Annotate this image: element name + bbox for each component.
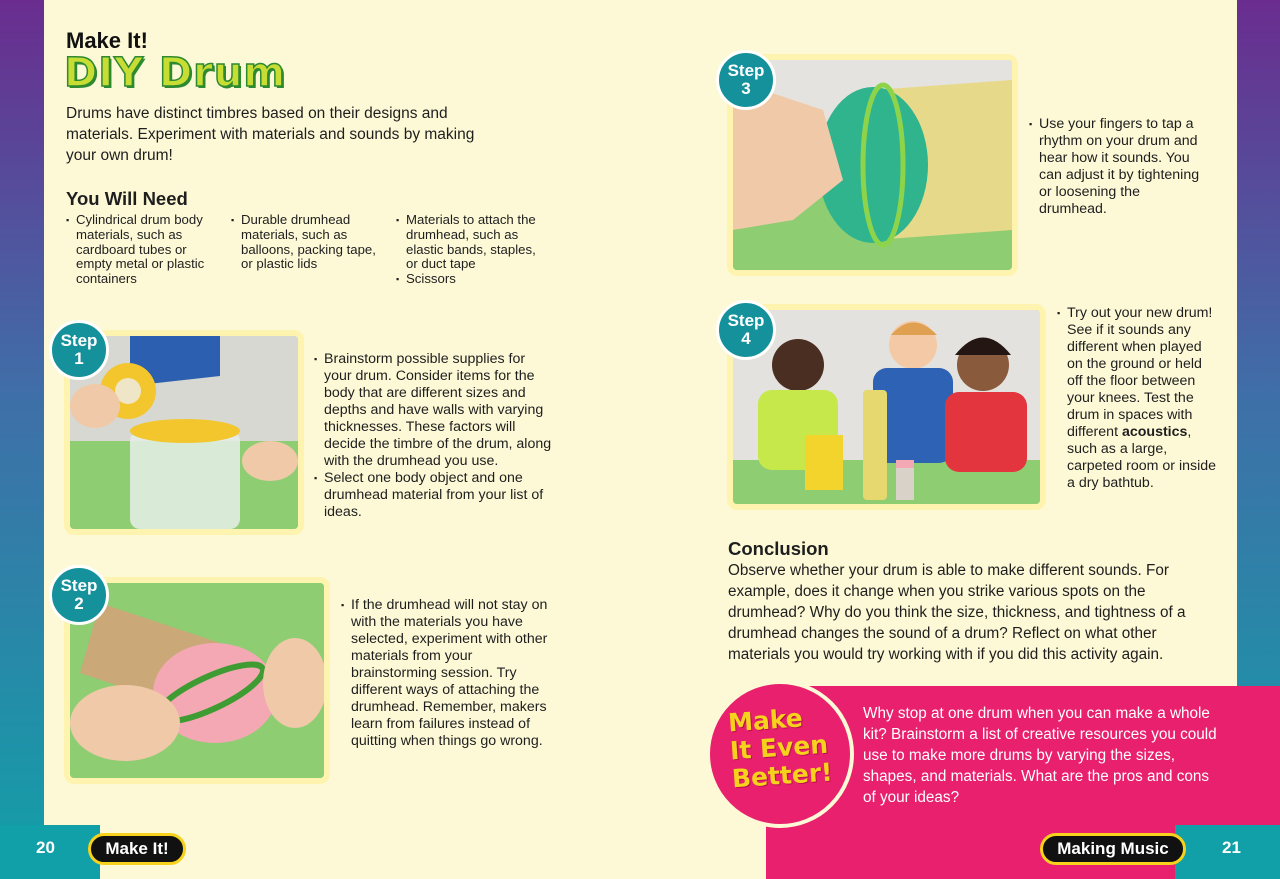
even-better-title [727,703,833,794]
step-4-badge [716,300,776,360]
step-number: 2 [74,594,84,613]
list-item: ▪ Cylindrical drum body materials, such as cardboard tubes or empty metal or plastic containers [66,213,216,287]
supplies-list-2 [231,213,391,272]
step-label: Step [60,331,98,350]
step-1-badge [49,320,109,380]
right-section-pill: Making Music [1040,833,1186,865]
step-3-instructions [1029,116,1209,218]
step-number: 3 [741,79,751,98]
step-2-instructions [341,597,556,750]
list-item: ▪ Durable drumhead materials, such as balloons, packing tape, or plastic lids [231,213,391,272]
list-item: ▪ Select one body object and one drumhead material from your list of ideas. [314,470,554,521]
tapping-drum-illustration [733,60,1012,270]
even-better-title-line: It Even [729,729,829,766]
supplies-list-1 [66,213,216,287]
even-better-title-line: Make [727,703,804,738]
step-label: Step [727,311,765,330]
step-label: Step [727,61,765,80]
list-item: ▪ Scissors [396,272,551,287]
even-better-title-line: Better! [731,757,834,794]
step-3-badge [716,50,776,110]
list-item: ▪ Use your fingers to tap a rhythm on your drum and hear how it sounds. You can adjust it by tightening or loosening the drumhead. [1029,116,1209,218]
step-number: 4 [741,329,751,348]
even-better-text: Why stop at one drum when you can make a whole kit? Brainstorm a list of creative resources you could use to make more drums by varying the sizes, shapes, and materials. What are the pros and cons of your ideas? [863,705,1217,806]
intro-text: Drums have distinct timbres based on their designs and materials. Experiment with materials and sounds by making your own drum! [66,105,475,164]
step-number: 1 [74,349,84,368]
section-kicker: Make It! [66,28,148,53]
step-4-instructions [1057,305,1217,492]
list-item: ▪ Materials to attach the drumhead, such as elastic bands, staples, or duct tape [396,213,551,272]
list-item [1057,305,1217,492]
step-1-instructions [314,351,554,521]
left-page-number: 20 [36,838,55,857]
step-4-text-end: , such as a large, carpeted room or inside a dry bathtub. [1067,424,1217,491]
conclusion-heading: Conclusion [728,538,829,559]
balloon-drum-illustration [70,583,324,778]
step-2-badge [49,565,109,625]
list-item: ▪ Brainstorm possible supplies for your drum. Consider items for the body that are different sizes and depths and have walls with varying thicknesses. These factors will decide the timbre of the drum, along with the drumhead you use. [314,351,554,470]
conclusion-text: Observe whether your drum is able to make different sounds. For example, does it change when you strike various spots on the drumhead? Why do you think the size, thickness, and tightness of a drumhead changes the sound of a drum? Reflect on what other materials you would try working with if you did this activity again. [728,562,1186,663]
left-section-pill: Make It! [88,833,186,865]
list-item: ▪ If the drumhead will not stay on with the materials you have selected, experiment with other materials from your brainstorming session. Try different ways of attaching the drumhead. Remember, makers learn from failures instead of quitting when things go wrong. [341,597,556,750]
page-title: DIY Drum [64,50,287,96]
kids-drumming-illustration [733,310,1040,504]
step-4-text-start: Try out your new drum! See if it sounds any different when played on the ground or held off the floor between your knees. Test the drum in spaces with different [1067,305,1213,440]
you-will-need-heading: You Will Need [66,188,188,209]
right-page-number: 21 [1222,838,1241,857]
supplies-list-3 [396,213,551,287]
glossary-term: acoustics [1121,424,1188,440]
step-label: Step [60,576,98,595]
